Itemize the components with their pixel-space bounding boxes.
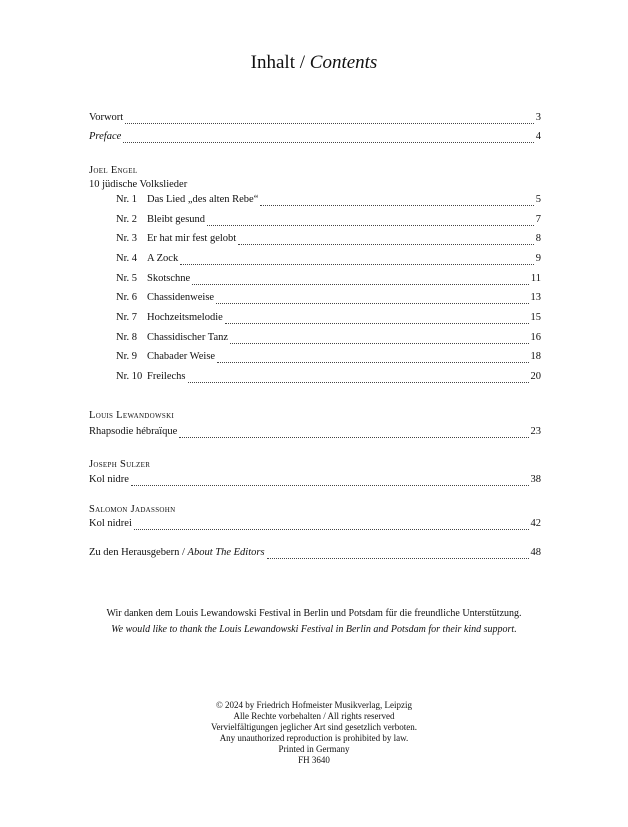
toc-label	[116, 292, 214, 303]
toc-label	[116, 332, 228, 343]
leader-dots	[180, 264, 534, 265]
toc-label: Preface	[89, 131, 122, 142]
leader-dots	[267, 558, 529, 559]
leader-dots	[217, 362, 528, 363]
song-title: Freilechs	[147, 371, 186, 382]
toc-label: Rhapsodie hébraïque	[89, 426, 178, 437]
leader-dots	[225, 323, 529, 324]
toc-entry-kol-nidrei[interactable]	[89, 518, 541, 534]
title-main: Inhalt /	[250, 52, 310, 73]
song-title: Chassidenweise	[147, 292, 215, 303]
toc-entry-song[interactable]	[116, 253, 541, 269]
leader-dots	[125, 123, 534, 124]
leader-dots	[179, 437, 528, 438]
song-title: Chassidischer Tanz	[147, 332, 229, 343]
toc-page: 7	[535, 214, 541, 225]
song-number: Nr. 8	[116, 332, 137, 343]
toc-page: 18	[530, 351, 541, 362]
toc-page: 8	[535, 233, 541, 244]
leader-dots	[188, 382, 529, 383]
toc-label	[116, 312, 223, 323]
composer-sulzer: Joseph Sulzer	[89, 459, 151, 470]
leader-dots	[238, 244, 534, 245]
toc-entry-song[interactable]	[116, 332, 541, 348]
song-title: Hochzeitsmelodie	[147, 312, 223, 323]
toc-page: 13	[530, 292, 541, 303]
song-title: Das Lied „des alten Rebe“	[147, 194, 259, 205]
song-number: Nr. 9	[116, 351, 137, 362]
toc-page: 48	[530, 547, 541, 558]
composer-lewandowski: Louis Lewandowski	[89, 410, 175, 421]
toc-label	[89, 547, 265, 558]
leader-dots	[123, 142, 533, 143]
toc-entry-song[interactable]	[116, 273, 541, 289]
song-number: Nr. 2	[116, 214, 137, 225]
toc-page: 23	[530, 426, 541, 437]
toc-entry-song[interactable]	[116, 214, 541, 230]
thanks-german: Wir danken dem Louis Lewandowski Festival in Berlin und Potsdam für die freundliche Unterstützung.	[106, 608, 522, 619]
toc-label	[116, 371, 186, 382]
toc-entry-song[interactable]	[116, 292, 541, 308]
work-title-volkslieder: 10 jüdische Volkslieder	[89, 179, 188, 190]
title-italic: Contents	[309, 52, 378, 73]
toc-page: 4	[535, 131, 541, 142]
toc-page: 3	[535, 112, 541, 123]
song-number: Nr. 1	[116, 194, 137, 205]
toc-entry-song[interactable]	[116, 312, 541, 328]
leader-dots	[216, 303, 528, 304]
leader-dots	[260, 205, 533, 206]
toc-page: 16	[530, 332, 541, 343]
toc-label	[116, 273, 190, 284]
imprint-line: © 2024 by Friedrich Hofmeister Musikverlag, Leipzig	[215, 700, 413, 710]
toc-entry-vorwort[interactable]	[89, 112, 541, 128]
toc-label	[116, 233, 236, 244]
song-number: Nr. 4	[116, 253, 137, 264]
imprint-block	[0, 700, 628, 766]
imprint-line: Any unauthorized reproduction is prohibited by law.	[219, 733, 409, 743]
editors-label-en: About The Editors	[187, 547, 265, 558]
toc-label: Vorwort	[89, 112, 124, 123]
toc-entry-song[interactable]	[116, 371, 541, 387]
toc-entry-editors[interactable]	[89, 547, 541, 563]
toc-page: 15	[530, 312, 541, 323]
toc-page: 38	[530, 474, 541, 485]
toc-entry-kol-nidre[interactable]	[89, 474, 541, 490]
leader-dots	[207, 225, 534, 226]
toc-entry-rhapsodie[interactable]	[89, 426, 541, 442]
toc-label	[116, 351, 215, 362]
toc-entry-song[interactable]	[116, 351, 541, 367]
toc-label	[116, 214, 205, 225]
song-number: Nr. 10	[116, 371, 143, 382]
toc-label	[116, 194, 258, 205]
leader-dots	[134, 529, 529, 530]
song-title: Bleibt gesund	[147, 214, 206, 225]
leader-dots	[192, 284, 529, 285]
toc-entry-song[interactable]	[116, 233, 541, 249]
song-title: A Zock	[147, 253, 179, 264]
song-number: Nr. 3	[116, 233, 137, 244]
composer-engel: Joel Engel	[89, 165, 138, 176]
thanks-english: We would like to thank the Louis Lewandowski Festival in Berlin and Potsdam for their kind support.	[111, 624, 517, 635]
imprint-line: Alle Rechte vorbehalten / All rights reserved	[233, 711, 395, 721]
toc-page: 20	[530, 371, 541, 382]
song-title: Skotschne	[147, 273, 191, 284]
song-title: Chabader Weise	[147, 351, 216, 362]
editors-label-de: Zu den Herausgebern /	[89, 547, 188, 558]
song-number: Nr. 6	[116, 292, 137, 303]
page-title	[0, 52, 628, 74]
leader-dots	[230, 343, 528, 344]
toc-page: 5	[535, 194, 541, 205]
toc-page: 11	[530, 273, 541, 284]
imprint-line: Vervielfältigungen jeglicher Art sind gesetzlich verboten.	[211, 722, 417, 732]
toc-page: 42	[530, 518, 541, 529]
toc-label: Kol nidre	[89, 474, 129, 485]
toc-entry-preface[interactable]	[89, 131, 541, 147]
composer-jadassohn: Salomon Jadassohn	[89, 504, 176, 515]
song-title: Er hat mir fest gelobt	[147, 233, 237, 244]
imprint-line: FH 3640	[298, 755, 330, 765]
imprint-line: Printed in Germany	[278, 744, 350, 754]
toc-page: 9	[535, 253, 541, 264]
leader-dots	[131, 485, 529, 486]
toc-entry-song[interactable]	[116, 194, 541, 210]
toc-label	[116, 253, 178, 264]
toc-label: Kol nidrei	[89, 518, 132, 529]
song-number: Nr. 5	[116, 273, 137, 284]
song-number: Nr. 7	[116, 312, 137, 323]
